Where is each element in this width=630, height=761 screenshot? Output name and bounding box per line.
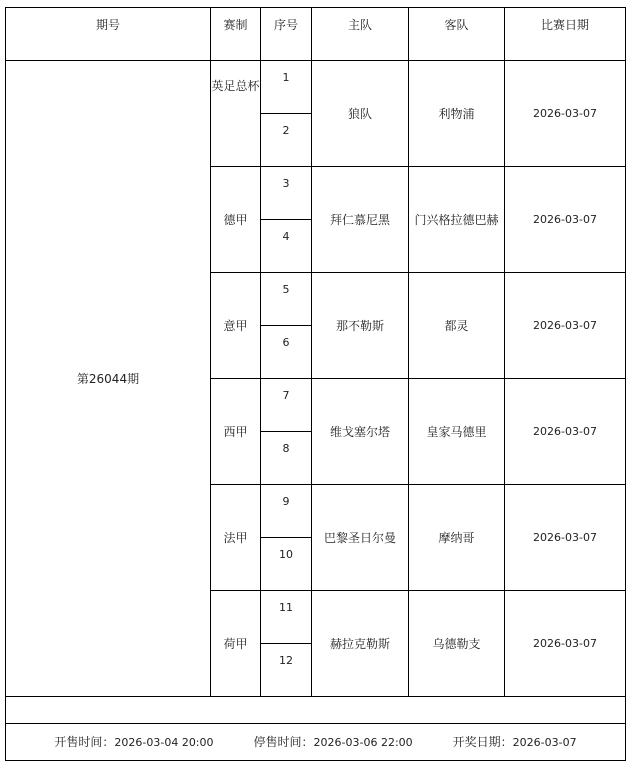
home-team-cell: 巴黎圣日尔曼 (312, 485, 409, 591)
competition-cell: 西甲 (211, 379, 261, 485)
competition-cell: 荷甲 (211, 591, 261, 697)
match-date-cell: 2026-03-07 (505, 167, 626, 273)
spacer-row (6, 697, 626, 724)
sequence-cell: 4 (261, 220, 312, 273)
footer-row (6, 724, 626, 761)
open-time-label: 开售时间： (54, 734, 115, 749)
match-date-cell: 2026-03-07 (505, 485, 626, 591)
match-date-cell: 2026-03-07 (505, 61, 626, 167)
header-competition: 赛制 (211, 8, 261, 61)
draw-date-value: 2026-03-07 (512, 735, 577, 749)
home-team-cell: 维戈塞尔塔 (312, 379, 409, 485)
stop-time-label: 停售时间： (253, 734, 314, 749)
header-row (6, 8, 626, 61)
away-team-cell: 乌德勒支 (409, 591, 505, 697)
header-home-team: 主队 (312, 8, 409, 61)
home-team-cell: 狼队 (312, 61, 409, 167)
table-row (6, 61, 626, 114)
sequence-cell: 10 (261, 538, 312, 591)
sequence-cell: 1 (261, 61, 312, 114)
away-team-cell: 都灵 (409, 273, 505, 379)
competition-cell: 法甲 (211, 485, 261, 591)
open-time-value: 2026-03-04 20:00 (114, 735, 214, 749)
header-period: 期号 (6, 8, 211, 61)
stop-time-value: 2026-03-06 22:00 (313, 735, 413, 749)
match-schedule-sheet (5, 7, 625, 749)
sequence-cell: 11 (261, 591, 312, 644)
home-team-cell: 赫拉克勒斯 (312, 591, 409, 697)
match-date-cell: 2026-03-07 (505, 379, 626, 485)
sequence-cell: 8 (261, 432, 312, 485)
away-team-cell: 皇家马德里 (409, 379, 505, 485)
home-team-cell: 拜仁慕尼黑 (312, 167, 409, 273)
away-team-cell: 利物浦 (409, 61, 505, 167)
spacer-cell (6, 697, 626, 724)
competition-cell: 英足总杯 (211, 61, 261, 167)
competition-cell: 德甲 (211, 167, 261, 273)
match-date-cell: 2026-03-07 (505, 591, 626, 697)
sequence-cell: 6 (261, 326, 312, 379)
match-table (5, 7, 626, 761)
sequence-cell: 5 (261, 273, 312, 326)
header-match-date: 比赛日期 (505, 8, 626, 61)
away-team-cell: 门兴格拉德巴赫 (409, 167, 505, 273)
period-cell: 第26044期 (6, 61, 211, 697)
home-team-cell: 那不勒斯 (312, 273, 409, 379)
draw-date-label: 开奖日期： (452, 734, 513, 749)
sequence-cell: 2 (261, 114, 312, 167)
sequence-cell: 7 (261, 379, 312, 432)
header-away-team: 客队 (409, 8, 505, 61)
sequence-cell: 9 (261, 485, 312, 538)
competition-cell: 意甲 (211, 273, 261, 379)
sequence-cell: 3 (261, 167, 312, 220)
sequence-cell: 12 (261, 644, 312, 697)
away-team-cell: 摩纳哥 (409, 485, 505, 591)
match-date-cell: 2026-03-07 (505, 273, 626, 379)
sale-info-cell (6, 724, 626, 761)
header-sequence: 序号 (261, 8, 312, 61)
